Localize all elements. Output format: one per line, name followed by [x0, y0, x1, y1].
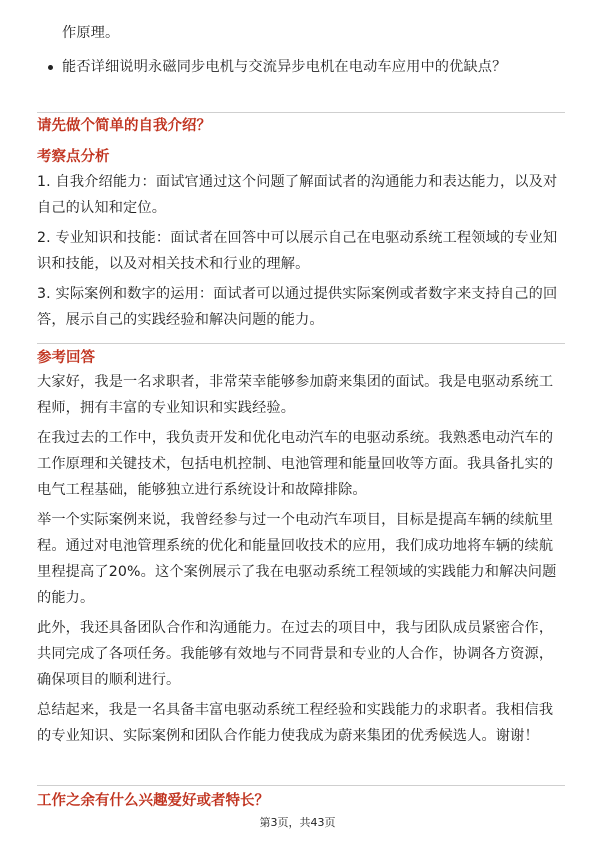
- answer-heading: 参考回答: [37, 350, 95, 366]
- page-footer: 第3页，共43页: [259, 816, 336, 829]
- bullet-text: 能否详细说明永磁同步电机与交流异步电机在电动车应用中的优缺点？: [62, 59, 507, 75]
- answer-paragraph: 此外，我还具备团队合作和沟通能力。在过去的项目中，我与团队成员紧密合作，共同完成了各项任务。我能够有效地与不同背景和专业的人合作，协调各方资源，确保项目的顺利进行。: [37, 620, 554, 688]
- answer-paragraph: 举一个实际案例来说，我曾经参与过一个电动汽车项目，目标是提高车辆的续航里程。通过对电池管理系统的优化和能量回收技术的应用，我们成功地将车辆的续航里程提高了20%。这个案例展示了我在电驱动系统工程领域的实践能力和解决问题的能力。: [37, 512, 557, 606]
- bullet-item: [0, 54, 595, 80]
- answer-paragraph: 在我过去的工作中，我负责开发和优化电动汽车的电驱动系统。我熟悉电动汽车的工作原理和关键技术，包括电机控制、电池管理和能量回收等方面。我具备扎实的电气工程基础，能够独立进行系统设计和故障排除。: [37, 430, 554, 498]
- question-heading: 工作之余有什么兴趣爱好或者特长？: [37, 793, 269, 809]
- bullet-dot-icon: [48, 65, 53, 70]
- analysis-item: 3. 实际案例和数字的运用：面试者可以通过提供实际案例或者数字来支持自己的回答，展示自己的实践经验和解决问题的能力。: [37, 286, 558, 328]
- answer-paragraph: 大家好，我是一名求职者，非常荣幸能够参加蔚来集团的面试。我是电驱动系统工程师，拥有丰富的专业知识和实践经验。: [37, 374, 554, 416]
- section-divider: [37, 343, 565, 344]
- answer-body: [0, 369, 595, 749]
- analysis-item: 2. 专业知识和技能：面试者在回答中可以展示自己在电驱动系统工程领域的专业知识和技能，以及对相关技术和行业的理解。: [37, 230, 558, 272]
- question-heading: 请先做个简单的自我介绍？: [37, 118, 211, 134]
- answer-paragraph: 总结起来，我是一名具备丰富电驱动系统工程经验和实践能力的求职者。我相信我的专业知识、实际案例和团队合作能力使我成为蔚来集团的优秀候选人。谢谢！: [37, 702, 554, 744]
- analysis-list: [0, 169, 595, 333]
- analysis-heading: 考察点分析: [37, 149, 110, 165]
- continuation-text: 作原理。: [62, 25, 120, 41]
- section-divider: [37, 785, 565, 786]
- section-divider: [37, 112, 565, 113]
- analysis-item: 1. 自我介绍能力：面试官通过这个问题了解面试者的沟通能力和表达能力，以及对自己的认知和定位。: [37, 174, 558, 216]
